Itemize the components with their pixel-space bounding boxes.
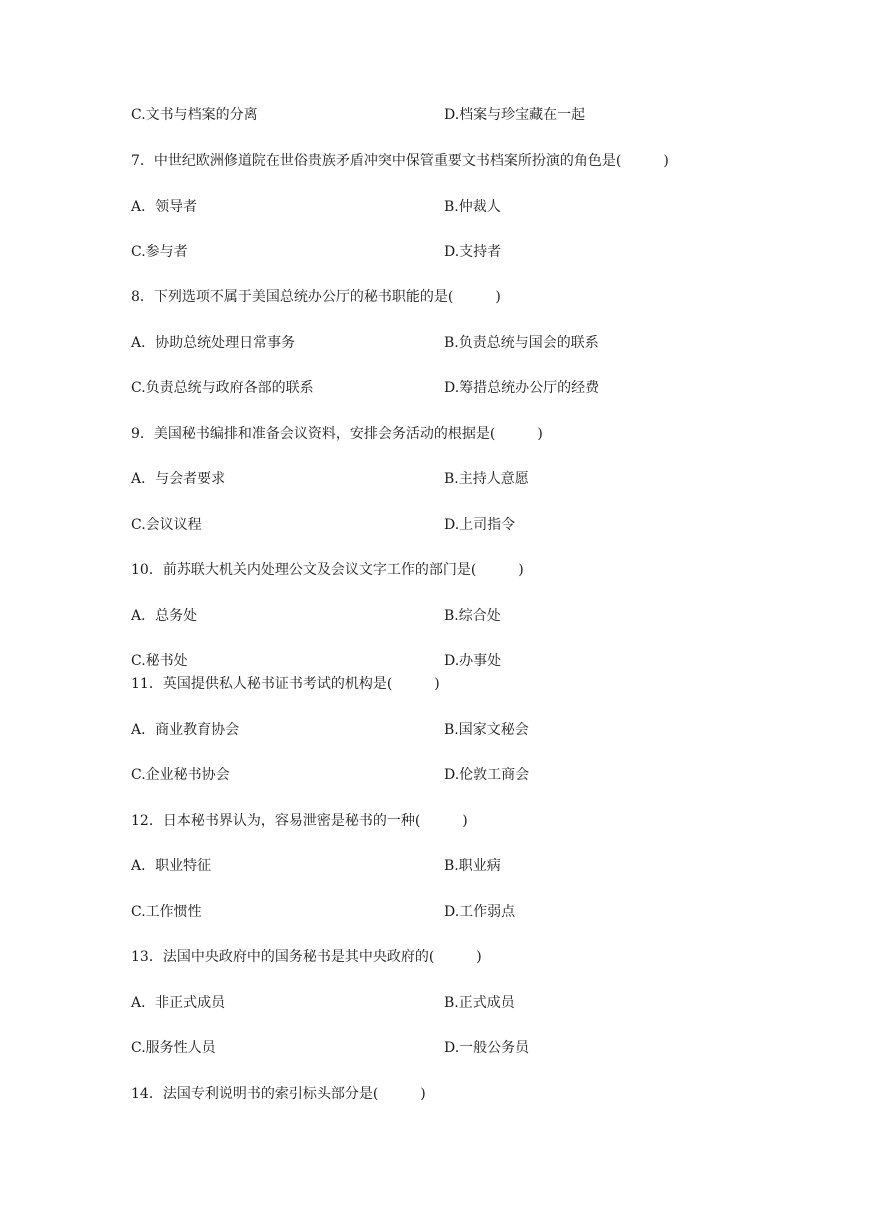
question-12: 12．日本秘书界认为，容易泄密是秘书的一种( )	[131, 813, 468, 829]
option-a: A．与会者要求	[131, 471, 226, 487]
option-c: C.会议议程	[131, 517, 202, 533]
question-8: 8．下列选项不属于美国总统办公厅的秘书职能的是( )	[131, 289, 501, 305]
option-a: A．总务处	[131, 608, 198, 624]
option-a: A．职业特征	[131, 858, 212, 874]
option-d: D.筹措总统办公厅的经费	[444, 380, 600, 396]
question-10: 10．前苏联大机关内处理公文及会议文字工作的部门是( )	[131, 562, 524, 578]
option-d: D.上司指令	[444, 517, 516, 533]
option-c: C.企业秘书协会	[131, 767, 230, 783]
option-a: A．非正式成员	[131, 995, 226, 1011]
question-13: 13．法国中央政府中的国务秘书是其中央政府的( )	[131, 949, 482, 965]
option-a: A．领导者	[131, 199, 198, 215]
option-d: D.一般公务员	[444, 1040, 530, 1056]
option-b: B.综合处	[444, 608, 501, 624]
option-d: D.档案与珍宝藏在一起	[444, 107, 586, 123]
option-c: C.参与者	[131, 244, 188, 260]
option-d: D.支持者	[444, 244, 502, 260]
option-a: A．商业教育协会	[131, 722, 240, 738]
option-b: B.职业病	[444, 858, 501, 874]
option-b: B.正式成员	[444, 995, 515, 1011]
option-b: B.负责总统与国会的联系	[444, 335, 599, 351]
option-c: C.工作惯性	[131, 904, 202, 920]
option-b: B.国家文秘会	[444, 722, 529, 738]
option-c: C.服务性人员	[131, 1040, 216, 1056]
option-c: C.文书与档案的分离	[131, 107, 258, 123]
question-7: 7．中世纪欧洲修道院在世俗贵族矛盾冲突中保管重要文书档案所扮演的角色是( )	[131, 153, 669, 169]
option-a: A．协助总统处理日常事务	[131, 335, 296, 351]
option-c: C.秘书处	[131, 653, 188, 669]
option-b: B.主持人意愿	[444, 471, 529, 487]
option-d: D.工作弱点	[444, 904, 516, 920]
option-c: C.负责总统与政府各部的联系	[131, 380, 314, 396]
question-14: 14．法国专利说明书的索引标头部分是( )	[131, 1086, 426, 1102]
option-d: D.办事处	[444, 653, 502, 669]
question-11: 11．英国提供私人秘书证书考试的机构是( )	[131, 676, 440, 692]
option-b: B.仲裁人	[444, 199, 501, 215]
question-9: 9．美国秘书编排和准备会议资料，安排会务活动的根据是( )	[131, 426, 543, 442]
option-d: D.伦敦工商会	[444, 767, 530, 783]
